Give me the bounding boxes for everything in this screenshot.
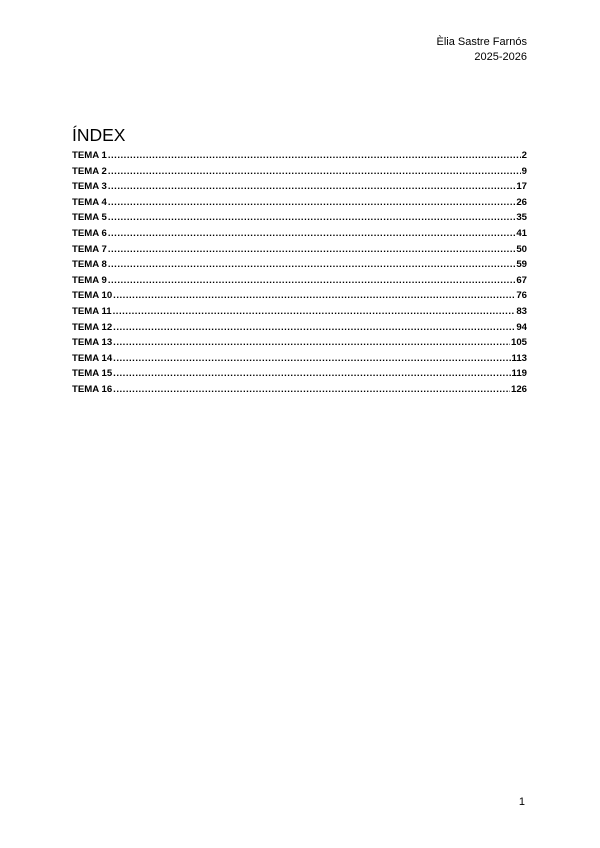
toc-entry-label: TEMA 15 — [72, 368, 113, 380]
toc-entry-label: TEMA 5 — [72, 212, 107, 224]
toc-entry-label: TEMA 11 — [72, 305, 112, 317]
toc-dot-leader — [113, 384, 510, 395]
toc-entry-tema-3[interactable] — [72, 181, 527, 197]
toc-entry-page: 41 — [516, 227, 527, 239]
page-header — [437, 35, 527, 65]
toc-dot-leader — [108, 150, 521, 161]
toc-entry-label: TEMA 14 — [72, 352, 113, 364]
toc-entry-label: TEMA 1 — [72, 150, 107, 161]
toc-dot-leader — [113, 322, 515, 333]
toc-entry-label: TEMA 12 — [72, 321, 113, 333]
toc-entry-tema-15[interactable] — [72, 368, 527, 384]
toc-entry-tema-5[interactable] — [72, 212, 527, 228]
toc-entry-tema-1[interactable] — [72, 150, 527, 166]
toc-entry-tema-9[interactable] — [72, 275, 527, 291]
toc-dot-leader — [108, 244, 516, 255]
toc-entry-page: 119 — [511, 368, 527, 380]
toc-entry-label: TEMA 8 — [72, 259, 107, 271]
toc-dot-leader — [108, 228, 516, 239]
toc-entry-label: TEMA 2 — [72, 165, 107, 177]
toc-entry-page: 2 — [521, 150, 527, 161]
toc-dot-leader — [108, 212, 516, 223]
toc-entry-page: 105 — [510, 337, 527, 349]
toc-entry-tema-14[interactable] — [72, 353, 527, 369]
toc-dot-leader — [108, 166, 521, 177]
toc-entry-page: 35 — [516, 212, 527, 224]
toc-entry-page: 26 — [516, 196, 527, 208]
toc-entry-label: TEMA 6 — [72, 227, 107, 239]
toc-entry-page: 113 — [511, 352, 527, 364]
toc-entry-page: 94 — [516, 321, 527, 333]
toc-dot-leader — [113, 368, 510, 379]
toc-entry-page: 83 — [516, 305, 527, 317]
index-title: ÍNDEX — [72, 125, 126, 145]
toc-dot-leader — [108, 197, 516, 208]
toc-entry-label: TEMA 9 — [72, 274, 107, 286]
toc-dot-leader — [108, 259, 516, 270]
toc-entry-page: 76 — [516, 290, 527, 302]
toc-entry-label: TEMA 3 — [72, 181, 107, 193]
toc-entry-tema-16[interactable] — [72, 384, 527, 400]
toc-dot-leader — [113, 290, 515, 301]
toc-entry-page: 59 — [516, 259, 527, 271]
toc-entry-tema-4[interactable] — [72, 197, 527, 213]
toc-entry-page: 50 — [516, 243, 527, 255]
toc-entry-page: 67 — [516, 274, 527, 286]
toc-dot-leader — [108, 275, 516, 286]
toc-entry-label: TEMA 4 — [72, 196, 107, 208]
toc-entry-tema-10[interactable] — [72, 290, 527, 306]
toc-entry-tema-7[interactable] — [72, 244, 527, 260]
toc-dot-leader — [108, 181, 516, 192]
toc-entry-tema-2[interactable] — [72, 166, 527, 182]
toc-entry-page: 17 — [516, 181, 527, 193]
toc-entry-tema-6[interactable] — [72, 228, 527, 244]
toc-dot-leader — [113, 353, 510, 364]
toc-entry-page: 9 — [521, 165, 527, 177]
toc-entry-label: TEMA 13 — [72, 337, 113, 349]
toc-entry-tema-12[interactable] — [72, 322, 527, 338]
toc-dot-leader — [113, 306, 516, 317]
toc-dot-leader — [113, 337, 510, 348]
academic-year: 2025-2026 — [474, 51, 527, 63]
toc-entry-tema-11[interactable] — [72, 306, 527, 322]
author-name: Èlia Sastre Farnós — [436, 36, 527, 48]
toc-entry-tema-8[interactable] — [72, 259, 527, 275]
toc-entry-label: TEMA 16 — [72, 383, 113, 395]
table-of-contents — [72, 150, 527, 400]
toc-entry-tema-13[interactable] — [72, 337, 527, 353]
footer-page-number: 1 — [518, 796, 525, 808]
toc-entry-page: 126 — [510, 383, 527, 395]
toc-entry-label: TEMA 10 — [72, 290, 113, 302]
toc-entry-label: TEMA 7 — [72, 243, 107, 255]
